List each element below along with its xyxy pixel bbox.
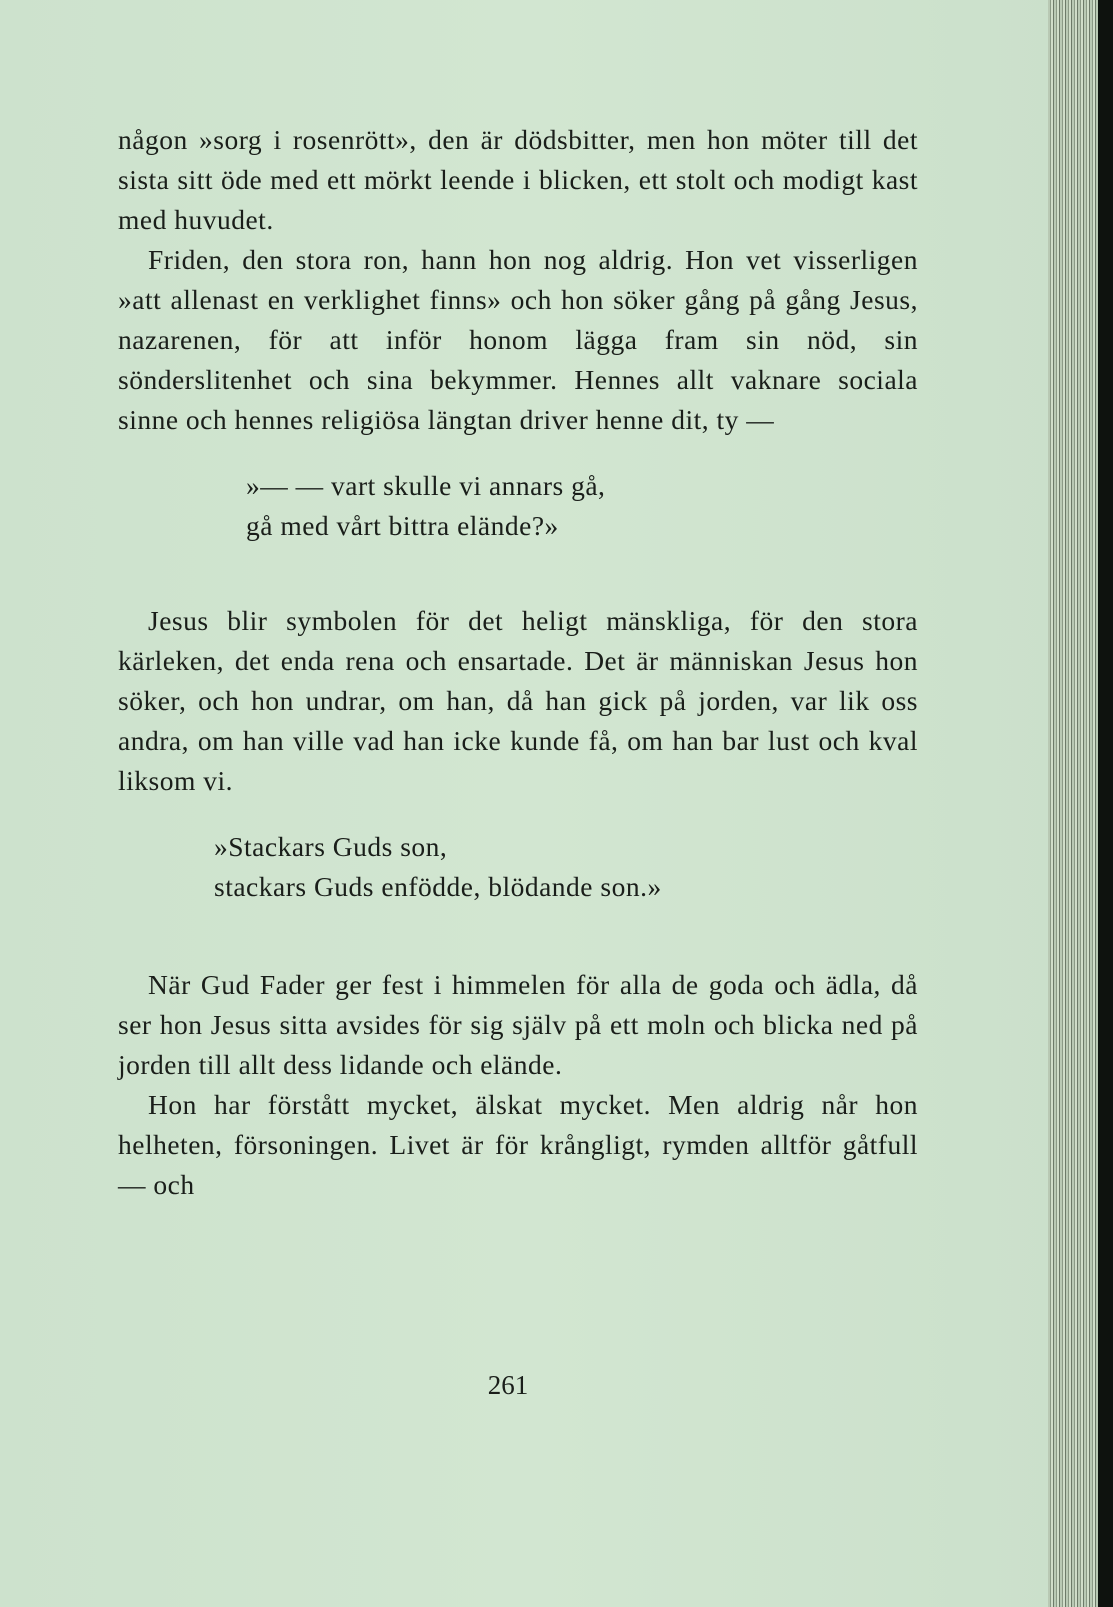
page-body [118, 120, 918, 1205]
paragraph-2: Friden, den stora ron, hann hon nog aldrig. Hon vet visserligen »att allenast en verklighet finns» och hon söker gång på gång Jesus, nazarenen, för att inför honom lägga fram sin nöd, sin sönderslitenhet och sina bekymmer. Hennes allt vaknare sociala sinne och hennes religiösa längtan driver henne dit, ty — [118, 244, 918, 435]
paragraph-3: Jesus blir symbolen för det heligt mänskliga, för den stora kärleken, det enda rena och ensartade. Det är människan Jesus hon söker, och hon undrar, om han, då han gick på jorden, var lik oss andra, om han ville vad han icke kunde få, om han bar lust och kval liksom vi. [118, 605, 918, 796]
book-edge-shadow [1098, 0, 1113, 1607]
verse-quote-2: »Stackars Guds son, stackars Guds enfödde, blödande son.» [214, 831, 662, 902]
paragraph-5: Hon har förstått mycket, älskat mycket. Men aldrig når hon helheten, försoningen. Livet är för krångligt, rymden alltför gåtfull — och [118, 1089, 918, 1200]
paragraph-4: När Gud Fader ger fest i himmelen för alla de goda och ädla, då ser hon Jesus sitta avsides för sig själv på ett moln och blicka ned på jorden till allt dess lidande och elände. [118, 969, 918, 1080]
paragraph-1: någon »sorg i rosenrött», den är dödsbitter, men hon möter till det sista sitt öde med ett mörkt leende i blicken, ett stolt och modigt kast med huvudet. [118, 124, 918, 235]
verse-quote-1: »— — vart skulle vi annars gå, gå med vårt bittra elände?» [246, 470, 606, 541]
page-number: 261 [487, 1370, 529, 1400]
